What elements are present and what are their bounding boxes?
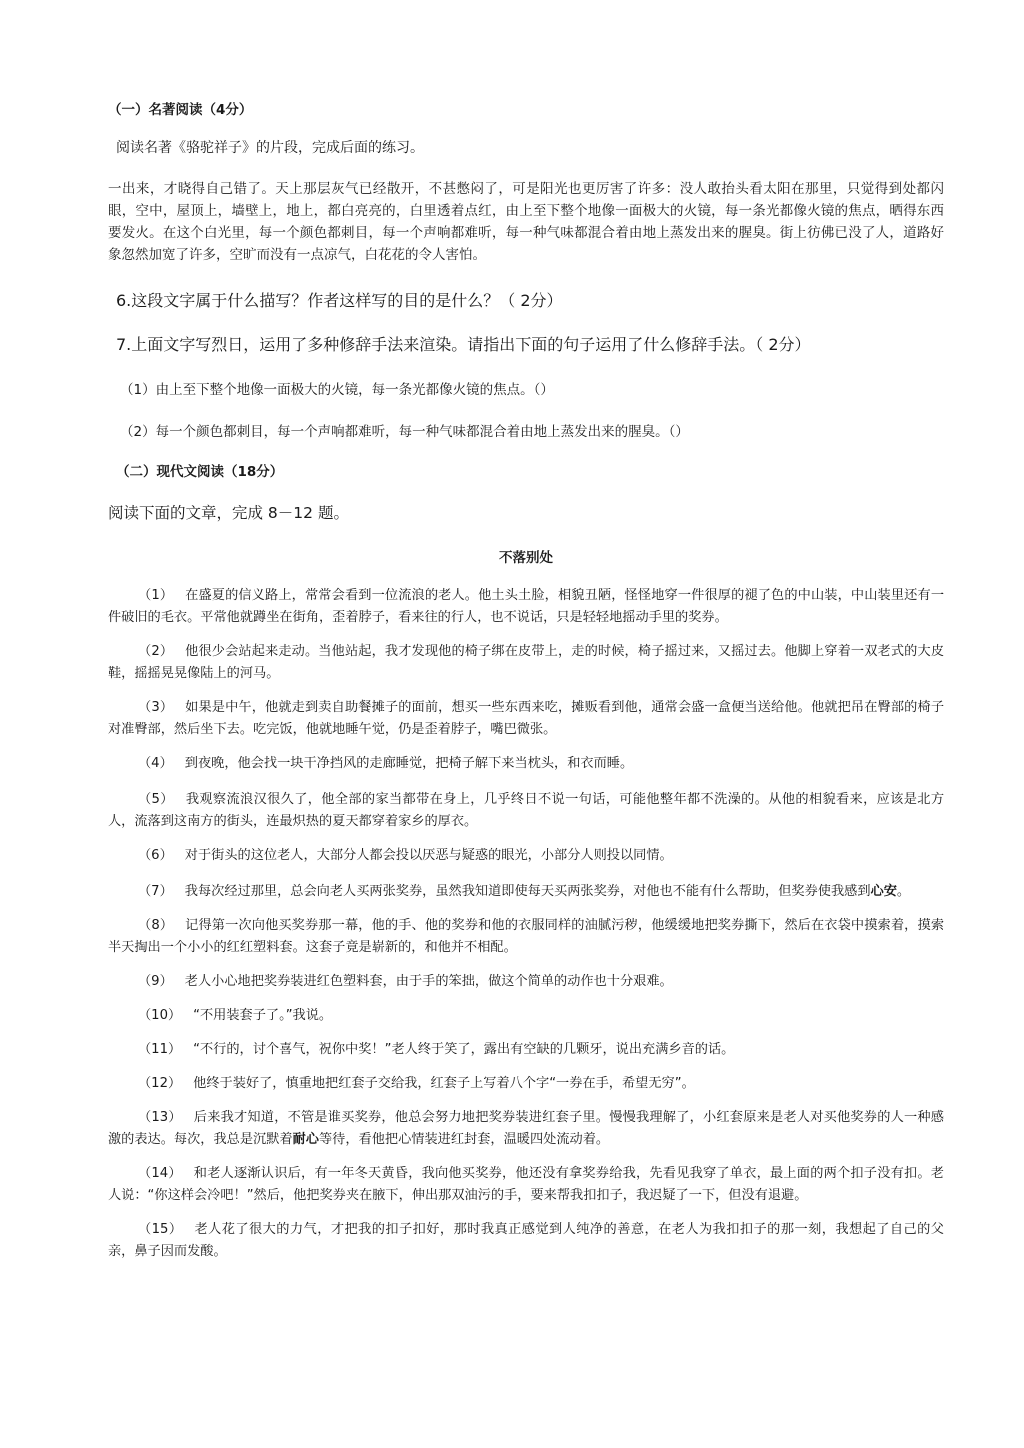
question-6: 6.这段文字属于什么描写？作者这样写的目的是什么？（ 2分）	[116, 291, 563, 310]
paragraph-number: （15）	[138, 1222, 183, 1237]
article-paragraph	[108, 1107, 944, 1151]
paragraph-number: （8）	[138, 918, 174, 933]
article-paragraph	[108, 1039, 944, 1061]
paragraph-text: “不用装套子了。”我说。	[193, 1008, 333, 1023]
section2-intro: 阅读下面的文章，完成 8－12 题。	[108, 504, 349, 522]
paragraph-text: 老人小心地把奖券装进红色塑料套，由于手的笨拙，做这个简单的动作也十分艰难。	[184, 974, 673, 989]
paragraph-text: 在盛夏的信义路上，常常会看到一位流浪的老人。他土头土脸，相貌丑陋，怪怪地穿一件很厚的褪了色的中山装，中山装里还有一件破旧的毛衣。平常他就蹲坐在街角，歪着脖子，看来往的行人，也不说话，只是轻轻地摇动手里的奖券。	[108, 588, 945, 625]
paragraph-number: （13）	[138, 1110, 182, 1125]
article-paragraph	[108, 915, 944, 959]
paragraph-number: （12）	[138, 1076, 182, 1091]
paragraph-number: （1）	[138, 588, 174, 603]
paragraph-tail: 等待，看他把心情装进红封套，温暖四处流动着。	[319, 1132, 610, 1147]
article-paragraph	[108, 753, 944, 775]
paragraph-number: （7）	[138, 884, 173, 899]
emphasis-word: 耐心	[292, 1132, 319, 1147]
paragraph-text: 记得第一次向他买奖券那一幕，他的手、他的奖券和他的衣服同样的油腻污秽，他缓缓地把奖券撕下，然后在衣袋中摸索着，摸索半天掏出一个小小的红红塑料套。这套子竟是崭新的，和他并不相配。	[108, 918, 945, 955]
article-paragraph	[108, 585, 944, 629]
paragraph-text: 和老人逐渐认识后，有一年冬天黄昏，我向他买奖券，他还没有拿奖券给我，先看见我穿了单衣，最上面的两个扣子没有扣。老人说：“你这样会冷吧！”然后，他把奖券夹在腋下，伸出那双油污的手，要来帮我扣扣子，我迟疑了一下，但没有退避。	[108, 1166, 944, 1203]
section1-intro: 阅读名著《骆驼祥子》的片段，完成后面的练习。	[116, 140, 424, 156]
article-paragraph	[108, 641, 944, 685]
paragraph-text: 我每次经过那里，总会向老人买两张奖券，虽然我知道即使每天买两张奖券，对他也不能有什么帮助，但奖券使我感到	[184, 884, 871, 899]
paragraph-number: （10）	[138, 1008, 182, 1023]
paragraph-tail: 。	[896, 884, 911, 899]
paragraph-number: （9）	[138, 974, 173, 989]
paragraph-text: “不行的，讨个喜气，祝你中奖！”老人终于笑了，露出有空缺的几颗牙，说出充满乡音的话。	[193, 1042, 735, 1057]
paragraph-number: （11）	[138, 1042, 182, 1057]
article-paragraph	[108, 971, 944, 993]
question-7: 7.上面文字写烈日，运用了多种修辞手法来渲染。请指出下面的句子运用了什么修辞手法。（ 2分）	[116, 335, 811, 354]
section2-heading: （二）现代文阅读（18分）	[116, 464, 284, 480]
article-paragraph	[108, 1073, 944, 1095]
paragraph-number: （6）	[138, 848, 173, 863]
paragraph-text: 到夜晚，他会找一块干净挡风的走廊睡觉，把椅子解下来当枕头，和衣而睡。	[184, 756, 634, 771]
paragraph-number: （5）	[138, 792, 174, 807]
article-paragraph	[108, 1005, 944, 1027]
article-body	[108, 585, 944, 1263]
paragraph-text: 后来我才知道，不管是谁买奖券，他总会努力地把奖券装进红套子里。慢慢我理解了，小红套原来是老人对买他奖券的人一种感激的表达。每次，我总是沉默着	[108, 1110, 944, 1147]
article-paragraph	[108, 789, 944, 833]
article-paragraph	[108, 881, 944, 903]
emphasis-word: 心安	[870, 884, 897, 899]
article-title: 不落别处	[499, 550, 553, 566]
paragraph-number: （3）	[138, 700, 174, 715]
paragraph-text: 我观察流浪汉很久了，他全部的家当都带在身上，几乎终日不说一句话，可能他整年都不洗澡的。从他的相貌看来，应该是北方人，流落到这南方的街头，连最炽热的夏天都穿着家乡的厚衣。	[108, 792, 945, 829]
article-paragraph	[108, 1219, 944, 1263]
article-paragraph	[108, 1163, 944, 1207]
paragraph-text: 老人花了很大的力气，才把我的扣子扣好，那时我真正感觉到人纯净的善意，在老人为我扣扣子的那一刻，我想起了自己的父亲，鼻子因而发酸。	[108, 1222, 944, 1259]
article-paragraph	[108, 697, 944, 741]
section1-heading: （一）名著阅读（4分）	[108, 102, 253, 118]
novel-excerpt: 一出来，才晓得自己错了。天上那层灰气已经散开，不甚憋闷了，可是阳光也更厉害了许多：没人敢抬头看太阳在那里，只觉得到处都闪眼，空中，屋顶上，墙壁上，地上，都白亮亮的，白里透着点红，由上至下整个地像一面极大的火镜，每一条光都像火镜的焦点，晒得东西要发火。在这个白光里，每一个颜色都刺目，每一个声响都难听，每一种气味都混合着由地上蒸发出来的腥臭。街上彷佛已没了人，道路好象忽然加宽了许多，空旷而没有一点凉气，白花花的令人害怕。	[108, 181, 944, 263]
question-7-item-2: （2）每一个颜色都刺目，每一个声响都难听，每一种气味都混合着由地上蒸发出来的腥臭。（）	[120, 424, 689, 440]
article-paragraph	[108, 845, 944, 867]
paragraph-number: （2）	[138, 644, 174, 659]
paragraph-text: 如果是中午，他就走到卖自助餐摊子的面前，想买一些东西来吃，摊贩看到他，通常会盛一盒便当送给他。他就把吊在臀部的椅子对准臀部，然后坐下去。吃完饭，他就地睡午觉，仍是歪着脖子，嘴巴微张。	[108, 700, 945, 737]
paragraph-text: 他终于装好了，慎重地把红套子交给我，红套子上写着八个字“一券在手，希望无穷”。	[193, 1076, 695, 1091]
paragraph-number: （14）	[138, 1166, 182, 1181]
paragraph-text: 他很少会站起来走动。当他站起，我才发现他的椅子绑在皮带上，走的时候，椅子摇过来，又摇过去。他脚上穿着一双老式的大皮鞋，摇摇晃晃像陆上的河马。	[108, 644, 945, 681]
paragraph-text: 对于街头的这位老人，大部分人都会投以厌恶与疑惑的眼光，小部分人则投以同情。	[184, 848, 673, 863]
paragraph-number: （4）	[138, 756, 173, 771]
question-7-item-1: （1）由上至下整个地像一面极大的火镜，每一条光都像火镜的焦点。（）	[120, 382, 554, 398]
